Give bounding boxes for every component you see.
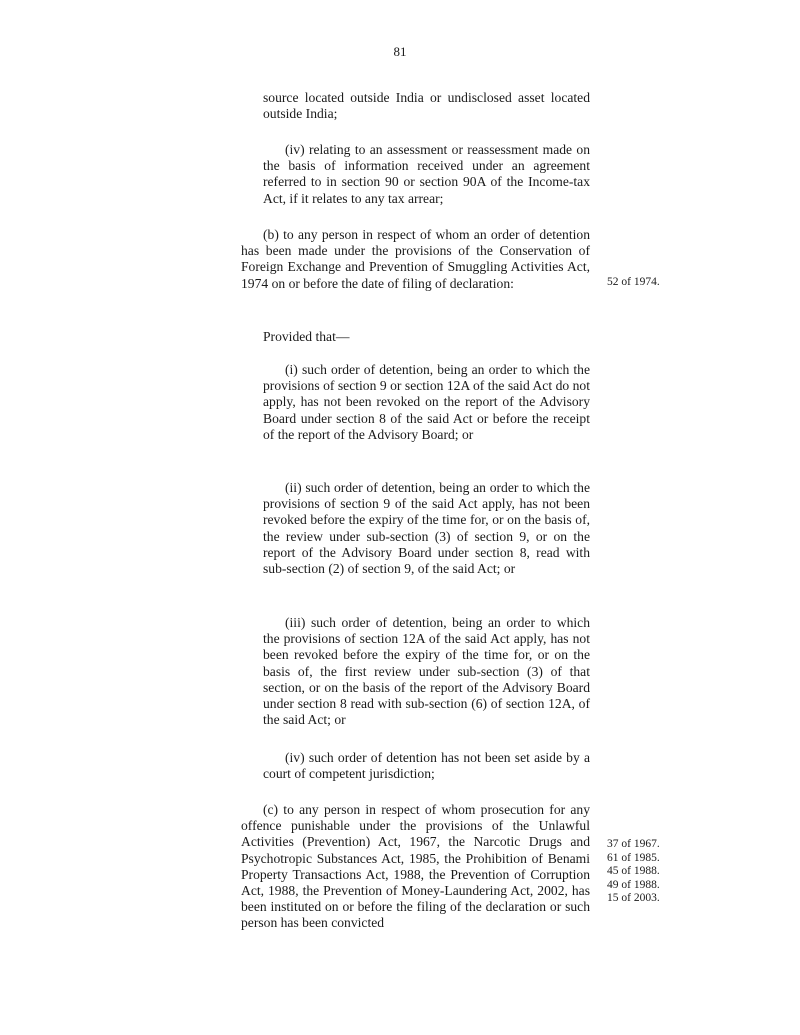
paragraph-proviso-iii: (iii) such order of detention, being an order to which the provisions of section 12A of the said Act apply, has not been revoked before the expiry of the time for, or on the basis of, the first review under sub-section (3) of that section, or on the basis of the report of the Advisory Board under section 8 read with sub-section (6) of section 12A, of the said Act; or <box>263 615 590 728</box>
paragraph-proviso-ii: (ii) such order of detention, being an order to which the provisions of section 9 of the said Act apply, has not been revoked before the expiry of the time for, or on the basis of, the review under sub-section (3) of section 9, or on the report of the Advisory Board under section 8, read with sub-section (2) of section 9, of the said Act; or <box>263 480 590 577</box>
paragraph-clause-b-detention: (b) to any person in respect of whom an order of detention has been made under the provisions of the Conservation of Foreign Exchange and Prevention of Smuggling Activities Act, 1974 on or before the date of filing of declaration: <box>241 227 590 291</box>
page-number: 81 <box>393 44 407 59</box>
paragraph-provided-that: Provided that— <box>263 329 350 344</box>
margin-note-1974: 52 of 1974. <box>607 276 660 288</box>
margin-note-acts-list: 37 of 1967. 61 of 1985. 45 of 1988. 49 of 1988. 15 of 2003. <box>607 838 660 905</box>
paragraph-clause-iv-assessment: (iv) relating to an assessment or reassessment made on the basis of information received under an agreement referred to in section 90 or section 90A of the Income-tax Act, if it relates to any tax arrear; <box>263 142 590 206</box>
paragraph-proviso-i: (i) such order of detention, being an order to which the provisions of section 9 or section 12A of the said Act do not apply, has not been revoked on the report of the Advisory Board under section 8 of the said Act or before the receipt of the report of the Advisory Board; or <box>263 362 590 442</box>
paragraph-clause-c-prosecution: (c) to any person in respect of whom prosecution for any offence punishable under the provisions of the Unlawful Activities (Prevention) Act, 1967, the Narcotic Drugs and Psychotropic Substances Act, 1985, the Prohibition of Benami Property Transactions Act, 1988, the Prevention of Corruption Act, 1988, the Prevention of Money-Laundering Act, 2002, has been instituted on or before the filing of the declaration or such person has been convicted <box>241 802 590 931</box>
paragraph-source-outside-india: source located outside India or undisclosed asset located outside India; <box>263 90 590 122</box>
paragraph-proviso-iv: (iv) such order of detention has not been set aside by a court of competent jurisdiction; <box>263 750 590 782</box>
